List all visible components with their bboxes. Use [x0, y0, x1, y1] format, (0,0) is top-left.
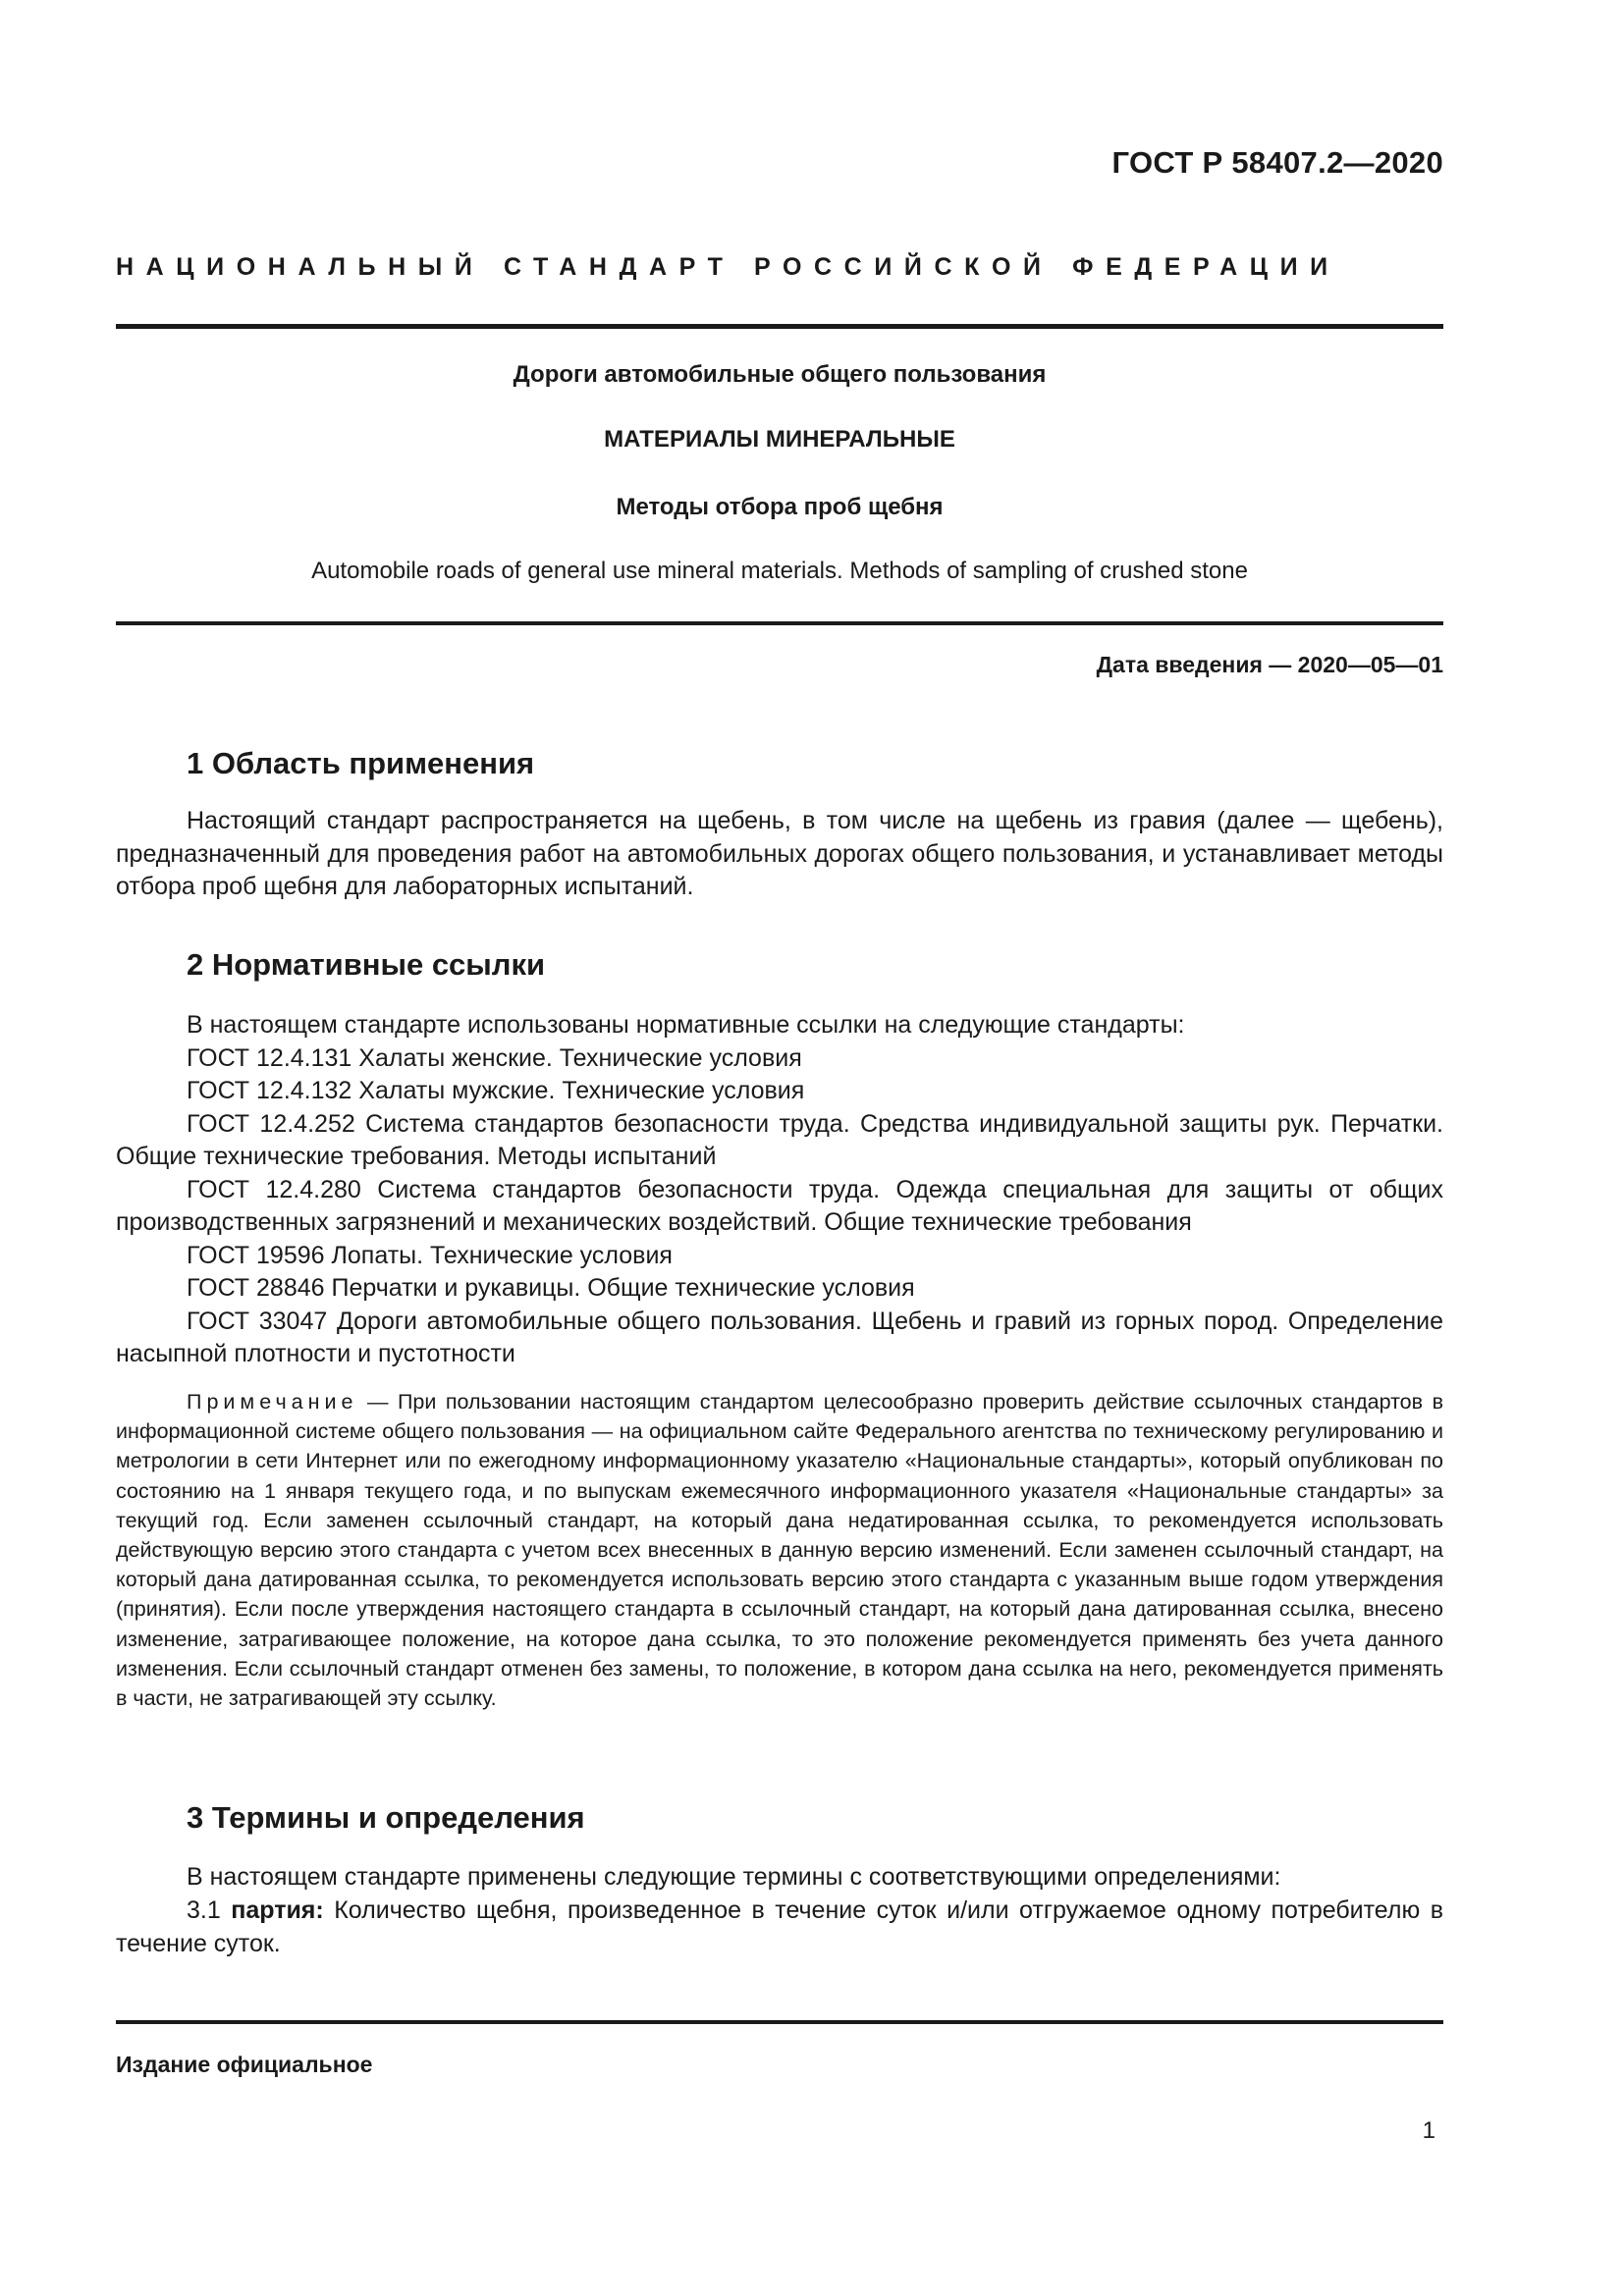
english-title: Automobile roads of general use mineral materials. Methods of sampling of crushed stone [311, 558, 1248, 584]
title-line-2: МАТЕРИАЛЫ МИНЕРАЛЬНЫЕ [604, 426, 955, 453]
references-intro: В настоящем стандарте использованы нормативные ссылки на следующие стандарты: [187, 1011, 1185, 1039]
reference-item: ГОСТ 12.4.131 Халаты женские. Технические условия [187, 1043, 802, 1072]
references-note [116, 1387, 1443, 1713]
title-divider [116, 621, 1443, 625]
top-divider [116, 324, 1443, 329]
note-label: Примечание [187, 1390, 358, 1414]
official-edition-label: Издание официальное [116, 2052, 373, 2077]
reference-item: ГОСТ 12.4.252 Система стандартов безопасности труда. Средства индивидуальной защиты рук. Перчатки. Общие технические требования. Методы испытаний [116, 1109, 1443, 1170]
footer-divider [116, 2020, 1443, 2024]
terms-intro: В настоящем стандарте применены следующие термины с соответствующими определениями: [187, 1863, 1281, 1891]
reference-item: ГОСТ 12.4.280 Система стандартов безопасности труда. Одежда специальная для защиты от общих производственных загрязнений и механических воздействий. Общие технические требования [116, 1175, 1443, 1236]
section-1-heading: 1 Область применения [187, 746, 535, 780]
term-definition: Количество щебня, произведенное в течение суток и/или отгружаемое одному потребителю в течение суток. [116, 1896, 1443, 1957]
section-2-heading: 2 Нормативные ссылки [187, 947, 546, 982]
reference-item: ГОСТ 12.4.132 Халаты мужские. Технические условия [187, 1077, 805, 1104]
term-3-1 [116, 1895, 1443, 1960]
section-3-heading: 3 Термины и определения [187, 1800, 585, 1835]
reference-item: ГОСТ 28846 Перчатки и рукавицы. Общие технические условия [187, 1274, 915, 1302]
document-page [116, 0, 1443, 2296]
term-name: партия: [231, 1896, 324, 1924]
section-1-text: Настоящий стандарт распространяется на щебень, в том числе на щебень из гравия (далее — щебень), предназначенный для проведения работ на автомобильных дорогах общего пользования, и устанавливает методы отбора проб щебня для лабораторных испытаний. [116, 807, 1443, 900]
reference-item: ГОСТ 33047 Дороги автомобильные общего пользования. Щебень и гравий из горных пород. Определение насыпной плотности и пустотности [116, 1307, 1443, 1367]
title-line-1: Дороги автомобильные общего пользования [513, 361, 1047, 388]
term-number: 3.1 [187, 1896, 232, 1924]
page-number: 1 [1422, 2117, 1435, 2144]
introduction-date: Дата введения — 2020—05—01 [1096, 652, 1443, 677]
national-standard-title: НАЦИОНАЛЬНЫЙ СТАНДАРТ РОССИЙСКОЙ ФЕДЕРАЦИИ [116, 253, 1340, 281]
document-number: ГОСТ Р 58407.2—2020 [1111, 145, 1443, 180]
note-text: — При пользовании настоящим стандартом целесообразно проверить действие ссылочных стандартов в информационной системе общего пользования — на официальном сайте Федерального агентства по техническому регулированию и метрологии в сети Интернет или по ежегодному информационному указателю «Национальные стандарты», который опубликован по состоянию на 1 января текущего года, и по выпускам ежемесячного информационного указателя «Национальные стандарты» за текущий год. Если заменен ссылочный стандарт, на который дана недатированная ссылка, то рекомендуется использовать действующую версию этого стандарта с учетом всех внесенных в данную версию изменений. Если заменен ссылочный стандарт, на который дана датированная ссылка, то рекомендуется использовать версию этого стандарта с указанным выше годом утверждения (принятия). Если после утверждения настоящего стандарта в ссылочный стандарт, на который дана датированная ссылка, внесено изменение, затрагивающее положение, на которое дана ссылка, то это положение рекомендуется применять без учета данного изменения. Если ссылочный стандарт отменен без замены, то положение, в котором дана ссылка на него, рекомендуется применять в части, не затрагивающей эту ссылку. [116, 1390, 1443, 1711]
title-line-3: Методы отбора проб щебня [616, 494, 944, 520]
normative-references-list [116, 1009, 1443, 1371]
reference-item: ГОСТ 19596 Лопаты. Технические условия [187, 1241, 673, 1269]
